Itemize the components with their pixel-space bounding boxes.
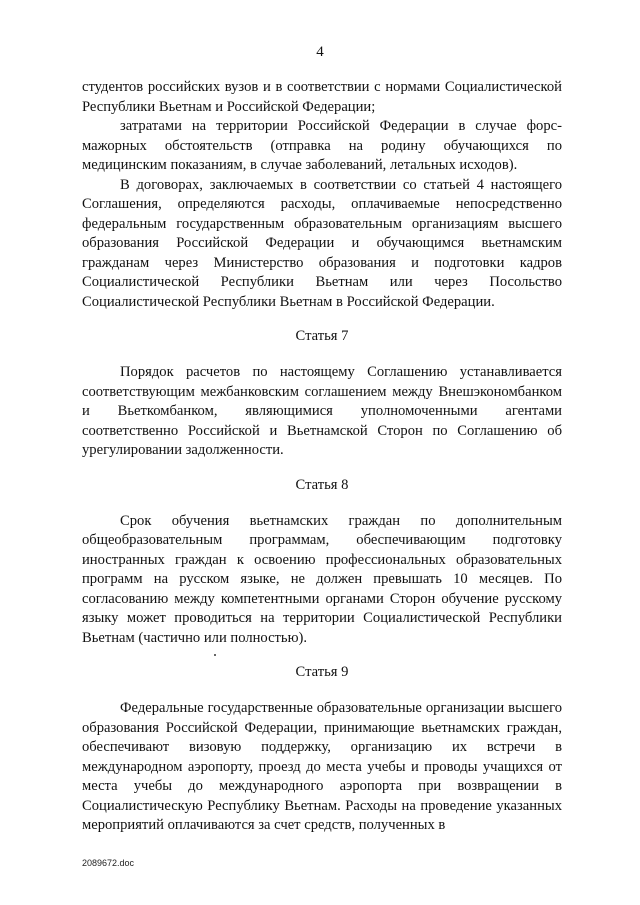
article-8-heading: Статья 8 [295, 476, 349, 493]
article-8-text: Срок обучения вьетнамских граждан по дополнительным общеобразовательным программам, обеспечивающим подготовку иностранных граждан к освоению профессиональных образовательных программ на русском языке, не должен превышать 10 месяцев. По согласованию между компетентными органами Сторон обучение русскому языку может проводиться на территории Социалистической Республики Вьетнам (частично или полностью). [82, 512, 562, 646]
article-7-heading: Статья 7 [295, 328, 349, 344]
paragraph-3: В договорах, заключаемых в соответствии со статьей 4 настоящего Соглашения, определяются расходы, оплачиваемые непосредственно федеральным государственным образовательным организациям высшего образования Российской Федерации и обучающимся вьетнамским гражданам через Министерство образования и подготовки кадров Социалистической Республики Вьетнам или через Посольство Социалистической Республики Вьетнам в Российской Федерации. [82, 176, 562, 310]
page-number: 4 [316, 44, 324, 60]
document-body [82, 78, 562, 836]
scan-speck [214, 654, 216, 656]
paragraph-2: затратами на территории Российской Федерации в случае форс-мажорных обстоятельств (отправка на родину обучающихся по медицинским показаниям, в случае заболеваний, летальных исходов). [82, 118, 562, 173]
article-9-heading: Статья 9 [295, 664, 349, 680]
article-7-text: Порядок расчетов по настоящему Соглашению устанавливается соответствующим межбанковским соглашением между Внешэкономбанком и Вьеткомбанком, являющимися уполномоченными агентами соответственно Российской и Вьетнамской Сторон по Соглашению об урегулировании задолженности. [82, 364, 562, 458]
paragraph-1: студентов российских вузов и в соответствии с нормами Социалистической Республики Вьетнам и Российской Федерации; [82, 79, 562, 115]
file-name-footer: 2089672.doc [82, 858, 135, 868]
article-9-text: Федеральные государственные образовательные организации высшего образования Российской Федерации, принимающие вьетнамских граждан, обеспечивают визовую поддержку, организацию их встречи в международном аэропорту, проезд до места учебы и проводы учащихся от места учебы до международного аэропорта при возвращении в Социалистическую Республику Вьетнам. Расходы на проведение указанных мероприятий оплачиваются за счет средств, полученных в [82, 700, 562, 833]
